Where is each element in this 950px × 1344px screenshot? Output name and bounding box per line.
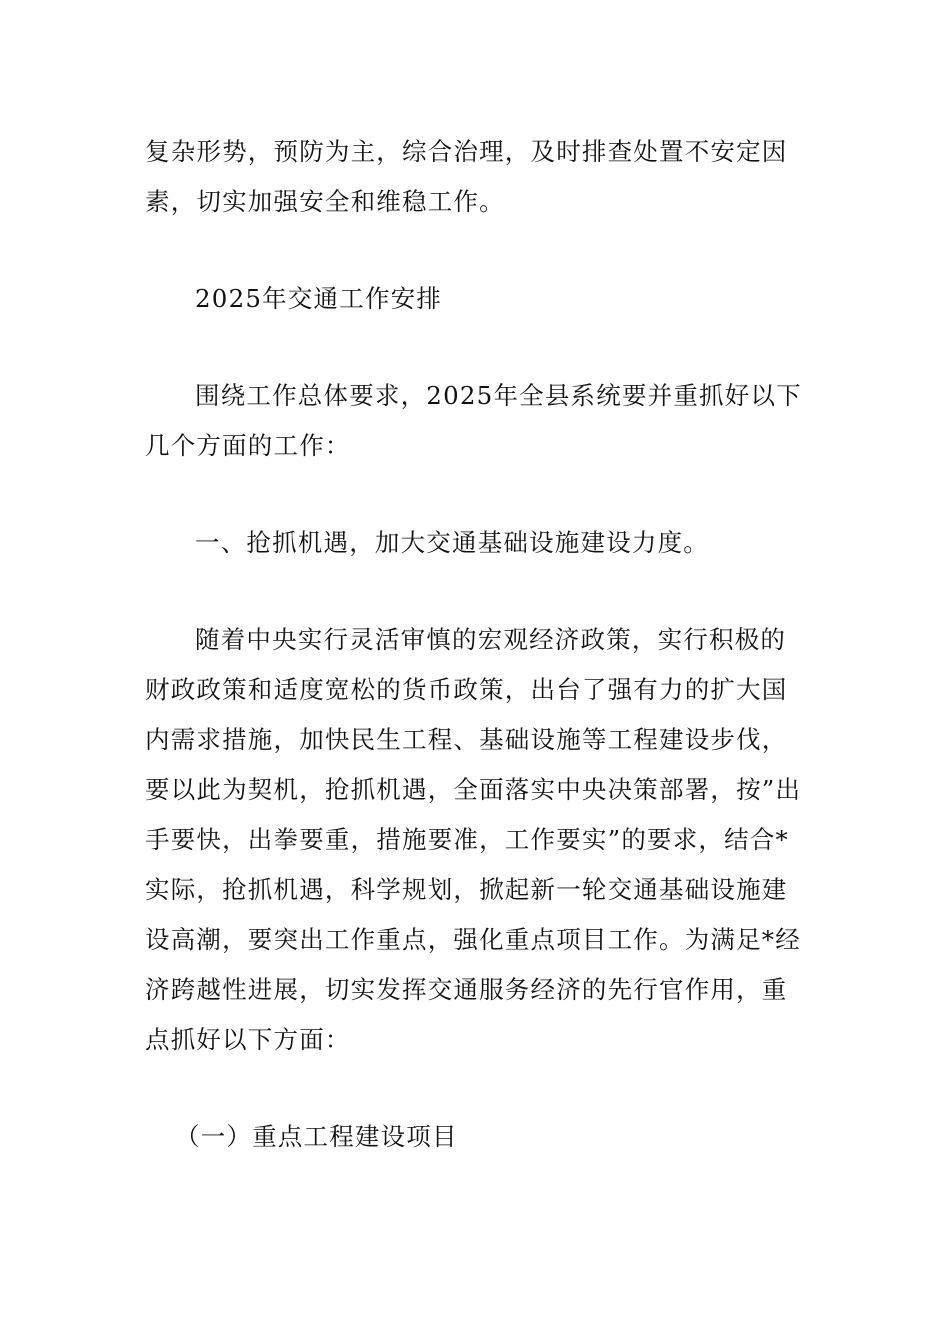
- subsection-heading: 一、抢抓机遇，加大交通基础设施建设力度。: [195, 528, 709, 557]
- paragraph-intro: 围绕工作总体要求，2025年全县系统要并重抓好以下几个方面的工作：: [145, 381, 802, 460]
- section-heading: 2025年交通工作安排: [195, 284, 443, 313]
- document-body: [145, 127, 810, 1162]
- paragraph-body: 随着中央实行灵活审慎的宏观经济政策，实行积极的财政政策和适度宽松的货币政策，出台了强有力的扩大国内需求措施，加快民生工程、基础设施等工程建设步伐，要以此为契机，抢抓机遇，全面落实中央决策部署，按”出手要快，出拳要重，措施要准，工作要实”的要求，结合*实际，抢抓机遇，科学规划，掀起新一轮交通基础设施建设高潮，要突出工作重点，强化重点项目工作。为满足*经济跨越性进展，切实发挥交通服务经济的先行官作用，重点抓好以下方面：: [145, 625, 802, 1054]
- item-heading: （一）重点工程建设项目: [175, 1122, 458, 1151]
- paragraph-continuation: 复杂形势，预防为主，综合治理，及时排查处置不安定因素，切实加强安全和维稳工作。: [145, 137, 788, 216]
